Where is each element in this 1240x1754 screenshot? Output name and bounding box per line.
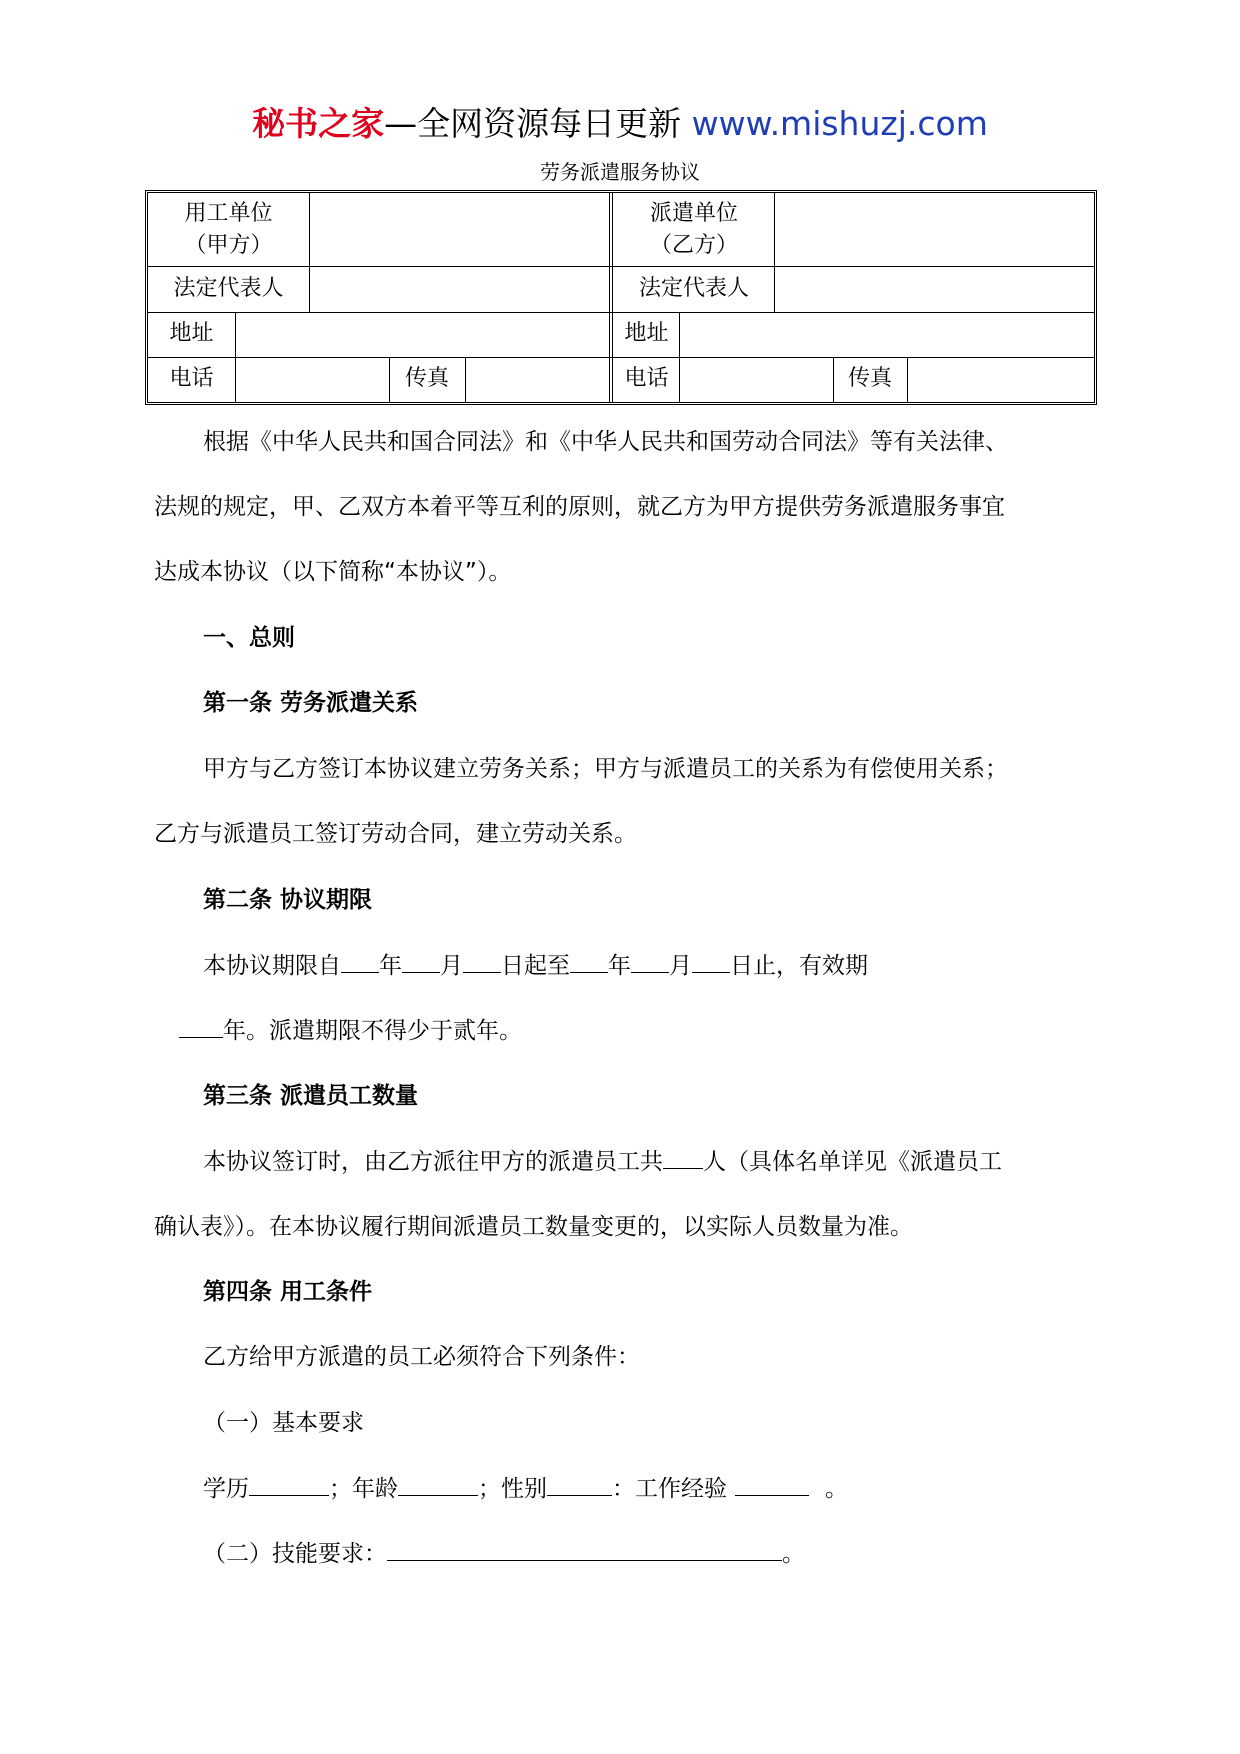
- site-header: [0, 100, 1240, 148]
- article-1-text-line-1: 甲方与乙方签订本协议建立劳务关系；甲方与派遣员工的关系为有偿使用关系；: [203, 756, 1008, 782]
- intro-paragraph-line-3: 达成本协议（以下简称“本协议”）。: [154, 559, 512, 585]
- article-2-heading: 第二条 协议期限: [203, 887, 373, 913]
- end-year-blank[interactable]: [570, 948, 608, 973]
- document-title: 劳务派遣服务协议: [540, 160, 700, 184]
- section-heading-general: 一、总则: [203, 625, 295, 651]
- address-label-b: 地址: [624, 321, 669, 346]
- phone-label-b: 电话: [624, 366, 669, 391]
- article-4-heading: 第四条 用工条件: [203, 1279, 373, 1305]
- article-2-validity-line: 年。派遣期限不得少于贰年。: [179, 1013, 522, 1048]
- start-day-blank[interactable]: [463, 948, 501, 973]
- basic-requirements-heading: （一）基本要求: [203, 1410, 364, 1436]
- header-slogan: —全网资源每日更新: [384, 104, 692, 143]
- article-3-text-line-1: 本协议签订时，由乙方派往甲方的派遣员工共 人（具体名单详见《派遣员工: [203, 1144, 1002, 1179]
- employee-count-blank[interactable]: [663, 1144, 703, 1169]
- work-experience-blank[interactable]: [735, 1471, 809, 1496]
- article-2-term-line: 本协议期限自 年 月 日起至 年 月 日止，有效期: [203, 948, 868, 983]
- article-4-intro: 乙方给甲方派遣的员工必须符合下列条件：: [203, 1344, 640, 1370]
- article-3-text-line-2: 确认表》）。在本协议履行期间派遣员工数量变更的，以实际人员数量为准。: [154, 1214, 913, 1240]
- start-month-blank[interactable]: [402, 948, 440, 973]
- brand-name: 秘书之家: [252, 104, 385, 143]
- employer-label: 用工单位 （甲方）: [184, 201, 273, 258]
- skill-requirements-blank[interactable]: [387, 1536, 782, 1561]
- fax-label-b: 传真: [847, 366, 892, 391]
- legal-rep-label-a: 法定代表人: [173, 276, 284, 301]
- end-day-blank[interactable]: [692, 948, 730, 973]
- dispatcher-label: 派遣单位 （乙方）: [649, 201, 738, 258]
- article-1-heading: 第一条 劳务派遣关系: [203, 690, 419, 716]
- basic-requirements-line: 学历 ；年龄 ；性别 ：工作经验 。: [203, 1471, 848, 1506]
- age-blank[interactable]: [398, 1471, 478, 1496]
- phone-label-a: 电话: [169, 366, 214, 391]
- party-info-table: [145, 190, 1097, 405]
- intro-paragraph-line-1: 根据《中华人民共和国合同法》和《中华人民共和国劳动合同法》等有关法律、: [203, 429, 1008, 455]
- article-3-heading: 第三条 派遣员工数量: [203, 1083, 419, 1109]
- skill-requirements-line: （二）技能要求： 。: [203, 1536, 805, 1571]
- start-year-blank[interactable]: [341, 948, 379, 973]
- site-url-link[interactable]: www.mishuzj.com: [691, 104, 988, 143]
- intro-paragraph-line-2: 法规的规定，甲、乙双方本着平等互利的原则，就乙方为甲方提供劳务派遣服务事宜: [154, 494, 1005, 520]
- gender-blank[interactable]: [547, 1471, 612, 1496]
- address-label-a: 地址: [169, 321, 214, 346]
- education-blank[interactable]: [249, 1471, 329, 1496]
- fax-label-a: 传真: [404, 366, 449, 391]
- end-month-blank[interactable]: [631, 948, 669, 973]
- legal-rep-label-b: 法定代表人: [638, 276, 749, 301]
- validity-years-blank[interactable]: [179, 1013, 223, 1038]
- article-1-text-line-2: 乙方与派遣员工签订劳动合同，建立劳动关系。: [154, 821, 637, 847]
